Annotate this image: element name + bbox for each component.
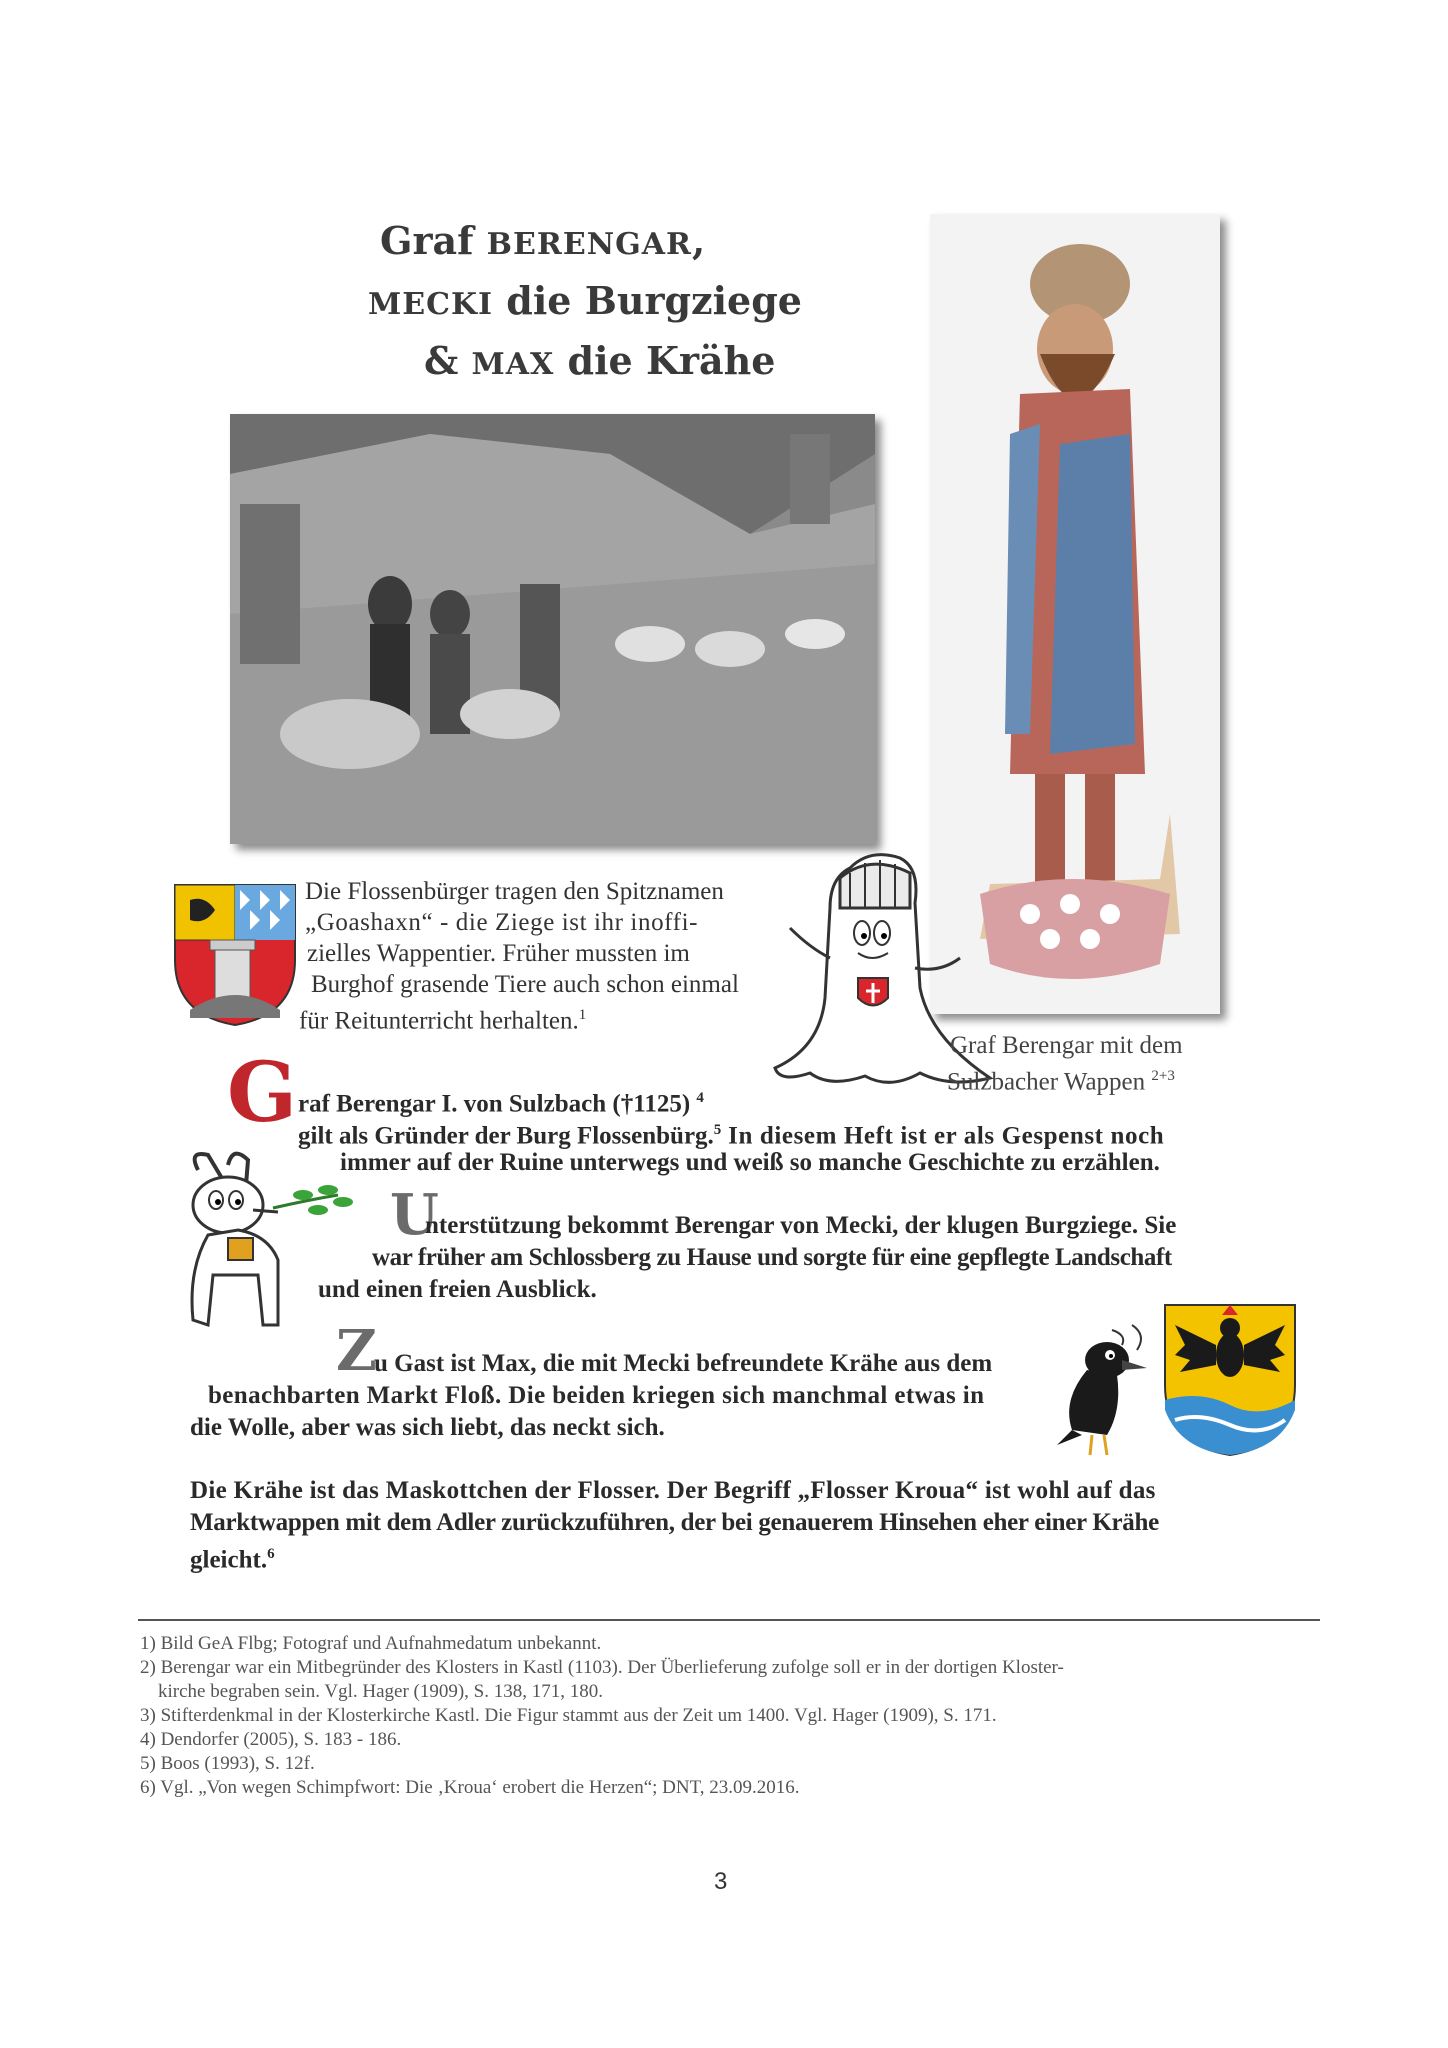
footnote: 1) Bild GeA Flbg; Fotograf und Aufnahmedatum unbekannt. xyxy=(140,1633,602,1654)
dropcap-g: G xyxy=(227,1045,298,1141)
flossenbuerg-coat-of-arms-icon xyxy=(170,880,300,1030)
footnote-ref: 6 xyxy=(267,1546,275,1562)
para3-line3: die Wolle, aber was sich liebt, das neckt sich. xyxy=(190,1414,665,1441)
title-text: BERENGAR xyxy=(486,227,692,262)
para1-line2 xyxy=(298,1115,1278,1151)
footnote: 4) Dendorfer (2005), S. 183 - 186. xyxy=(140,1729,402,1750)
para2-line2: war früher am Schlossberg zu Hause und sorgte für eine gepflegte Landschaft xyxy=(372,1244,1172,1271)
title-text: die Burgziege xyxy=(493,278,802,323)
page-number: 3 xyxy=(714,1868,728,1895)
title-text: die Krähe xyxy=(554,338,776,383)
para4-line2: Marktwappen mit dem Adler zurückzuführen, der bei genauerem Hinsehen eher einer Krähe xyxy=(190,1509,1159,1536)
crow-max-icon xyxy=(1052,1320,1162,1460)
intro-paragraph xyxy=(299,876,805,1036)
para1-text: gilt als Gründer der Burg Flossenbürg. xyxy=(298,1122,714,1150)
footnote: 2) Berengar war ein Mitbegründer des Klosters in Kastl (1103). Der Überlieferung zufolge soll er in der dortigen Kloster- xyxy=(140,1657,1064,1678)
footnote: 3) Stifterdenkmal in der Klosterkirche Kastl. Die Figur stammt aus der Zeit um 1400. Vgl. Hager (1909), S. 171. xyxy=(140,1705,997,1726)
title-text: MECKI xyxy=(368,287,494,322)
title-text: , xyxy=(691,218,706,263)
para4-line3 xyxy=(190,1539,275,1575)
caption-line: Graf Berengar mit dem xyxy=(950,1032,1183,1059)
floss-coat-of-arms-icon xyxy=(1160,1300,1300,1460)
para1-text: In diesem Heft ist er als Gespenst noch xyxy=(721,1122,1165,1150)
dropcap-z: Z xyxy=(336,1318,377,1384)
caption-line: Sulzbacher Wappen xyxy=(947,1068,1146,1096)
para2-line3: und einen freien Ausblick. xyxy=(318,1276,597,1303)
dropcap-u: U xyxy=(390,1182,439,1248)
footnote-ref: 5 xyxy=(713,1122,722,1138)
para1-text: raf Berengar I. von Sulzbach (†1125) xyxy=(298,1090,691,1118)
para4-line1: Die Krähe ist das Maskottchen der Flosser. Der Begriff „Flosser Kroua“ ist wohl auf das xyxy=(190,1477,1156,1504)
intro-line: „Goashaxn“ - die Ziege ist ihr inoffi- xyxy=(305,909,699,936)
intro-line: Burghof grasende Tiere auch schon einmal xyxy=(311,971,739,998)
footnote-ref: 2+3 xyxy=(1151,1068,1175,1084)
footnote-divider xyxy=(138,1619,1320,1621)
statue-caption xyxy=(935,1030,1235,1097)
title-text: Graf xyxy=(380,218,487,263)
footnote-ref: 4 xyxy=(696,1090,704,1106)
intro-line: zielles Wappentier. Früher mussten im xyxy=(307,940,690,967)
footnote: 5) Boos (1993), S. 12f. xyxy=(140,1753,315,1774)
intro-line: Die Flossenbürger tragen den Spitznamen xyxy=(305,878,724,905)
footnote-ref: 1 xyxy=(578,1007,587,1023)
para2-line1: nterstützung bekommt Berengar von Mecki, der klugen Burgziege. Sie xyxy=(425,1212,1177,1239)
para3-line1: u Gast ist Max, die mit Mecki befreundete Krähe aus dem xyxy=(374,1350,993,1377)
para4-text: gleicht. xyxy=(190,1546,268,1574)
footnote: kirche begraben sein. Vgl. Hager (1909), S. 138, 171, 180. xyxy=(158,1681,603,1702)
title-text: MAX xyxy=(471,347,555,382)
intro-line: für Reitunterricht herhalten. xyxy=(299,1007,579,1035)
title-text: & xyxy=(424,338,472,383)
para3-line2: benachbarten Markt Floß. Die beiden kriegen sich manchmal etwas in xyxy=(208,1382,985,1409)
footnote: 6) Vgl. „Von wegen Schimpfwort: Die ‚Kroua‘ erobert die Herzen“; DNT, 23.09.2016. xyxy=(140,1777,800,1798)
footnotes xyxy=(140,1632,1320,1800)
para1-line1 xyxy=(298,1083,704,1119)
para1-line3: immer auf der Ruine unterwegs und weiß so manche Geschichte zu erzählen. xyxy=(340,1149,1160,1176)
photo-scene xyxy=(230,414,875,844)
page-title xyxy=(368,218,900,383)
historic-photo-goats xyxy=(230,414,875,844)
